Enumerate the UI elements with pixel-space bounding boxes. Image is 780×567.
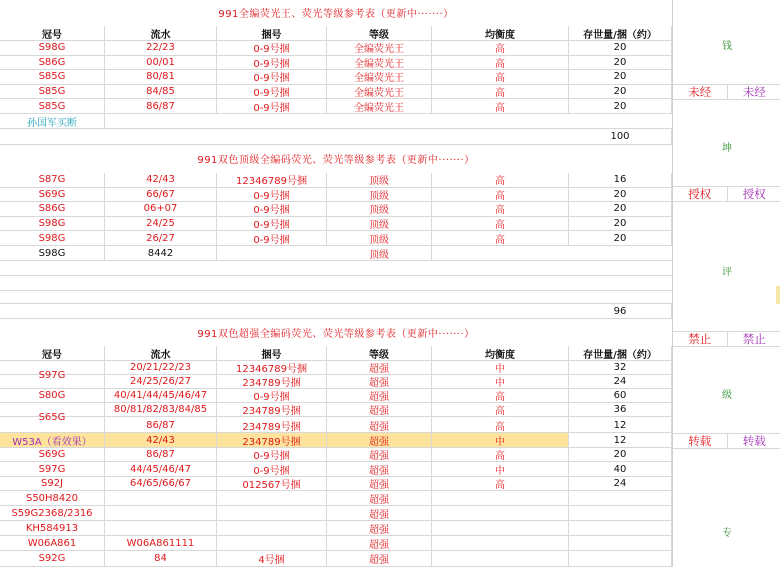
table-row: [0, 477, 672, 491]
table-row: [0, 99, 672, 114]
cell-grade: 超强: [327, 536, 432, 550]
cell-quantity: 20: [569, 70, 672, 84]
table-row: [0, 41, 672, 56]
section2-extra-row: [0, 246, 672, 261]
cell-bundle: 0-9号捆: [217, 188, 327, 202]
cell-balance: 高: [432, 403, 569, 416]
cell-quantity: 60: [569, 389, 672, 402]
header-serial: 冠号: [0, 26, 105, 40]
cell-quantity: 20: [569, 41, 672, 55]
cell-balance: 高: [432, 41, 569, 55]
cell-grade: 超强: [327, 433, 432, 447]
cell-bundle: [217, 521, 327, 535]
cell-quantity: 20: [569, 188, 672, 202]
cell-serial: S59G2368/2316: [0, 506, 105, 520]
table-row: [0, 506, 672, 521]
cell-quantity: 36: [569, 403, 672, 416]
cell-bundle: [217, 536, 327, 550]
cell-balance: 高: [432, 389, 569, 402]
cell-serial: S80G: [0, 389, 105, 402]
cell-grade: 全编荧光王: [327, 70, 432, 84]
cell-bundle: 234789号捆: [217, 403, 327, 416]
cell-balance: 高: [432, 70, 569, 84]
cell-quantity: 20: [569, 217, 672, 231]
cell-flow: 24/25: [105, 217, 217, 231]
cell-balance: 高: [432, 217, 569, 231]
cell-serial: S65G: [0, 410, 105, 424]
header-serial: 冠号: [0, 346, 105, 360]
cell-grade: 顶级: [327, 231, 432, 245]
cell-serial: S87G: [0, 173, 105, 187]
cell-bundle: 234789号捆: [217, 433, 327, 447]
cell-flow: 86/87: [105, 448, 217, 461]
cell-bundle: 0-9号捆: [217, 231, 327, 245]
table-row: [0, 433, 672, 448]
buyout-note: 孙国军买断: [0, 114, 105, 128]
cell-flow: 86/87: [105, 418, 217, 432]
cell-quantity: [569, 491, 672, 505]
cell-grade: 超强: [327, 551, 432, 566]
cell-serial: S98G: [0, 41, 105, 55]
header-quantity: 存世量/捆（约）: [569, 346, 672, 360]
cell-flow: 84: [105, 551, 217, 566]
cell-grade: 超强: [327, 506, 432, 520]
empty-row: [0, 276, 672, 291]
cell-serial: KH584913: [0, 521, 105, 535]
cell-balance: 中: [432, 433, 569, 447]
cell-grade: 超强: [327, 448, 432, 461]
cell-flow: 44/45/46/47: [105, 462, 217, 476]
cell-grade: 超强: [327, 403, 432, 416]
sidebar-pair: [673, 84, 780, 100]
cell-serial: S97G: [0, 368, 105, 382]
cell-grade: 超强: [327, 361, 432, 374]
table-row: [0, 448, 672, 462]
table-row: [0, 231, 672, 246]
sidebar-char: 专: [722, 528, 732, 539]
cell-quantity: [569, 521, 672, 535]
sidebar-pair: [673, 331, 780, 347]
cell-flow: 86/87: [105, 99, 217, 113]
cell-balance: 中: [432, 361, 569, 374]
table-row: [0, 85, 672, 100]
cell-grade: 超强: [327, 491, 432, 505]
cell-quantity: 16: [569, 173, 672, 187]
cell-bundle: 0-9号捆: [217, 56, 327, 70]
cell-grade: 全编荧光王: [327, 99, 432, 113]
sidebar-char: 坤: [722, 143, 732, 154]
cell-balance: [432, 536, 569, 550]
cell-flow: 00/01: [105, 56, 217, 70]
sidebar-pair-left: 转载: [688, 434, 712, 448]
sidebar-pair-right: 转载: [727, 434, 780, 448]
cell-serial: S98G: [0, 217, 105, 231]
table-row: [0, 491, 672, 506]
cell-serial: S85G: [0, 99, 105, 113]
cell-quantity: 20: [569, 99, 672, 113]
cell-serial: S85G: [0, 85, 105, 99]
cell-balance: 高: [432, 85, 569, 99]
cell-flow: [105, 491, 217, 505]
sidebar-pair-left: 未经: [688, 85, 712, 99]
table-row: [0, 536, 672, 551]
cell-balance: 高: [432, 188, 569, 202]
cell-balance: 高: [432, 448, 569, 461]
cell-bundle: 234789号捆: [217, 375, 327, 388]
header-bundle: 捆号: [217, 26, 327, 40]
cell-flow: 8442: [105, 246, 217, 260]
section3-title: 991双色超强全编码荧光、荧光等级参考表（更新中·······）: [197, 328, 475, 340]
header-balance: 均衡度: [432, 26, 569, 40]
cell-grade: 超强: [327, 521, 432, 535]
cell-flow: 84/85: [105, 85, 217, 99]
cell-quantity: 12: [569, 433, 672, 447]
table-row: [0, 418, 672, 433]
cell-bundle: 12346789号捆: [217, 173, 327, 187]
sidebar-char: 级: [722, 390, 732, 401]
cell-grade: 超强: [327, 462, 432, 476]
cell-serial: S85G: [0, 70, 105, 84]
section3-header-row: [0, 346, 672, 361]
cell-quantity: 12: [569, 418, 672, 432]
cell-balance: 高: [432, 99, 569, 113]
cell-serial: S69G: [0, 448, 105, 461]
cell-bundle: 0-9号捆: [217, 99, 327, 113]
section2-title: 991双色顶级全编码荧光、荧光等级参考表（更新中·······）: [197, 154, 475, 166]
cell-quantity: [569, 536, 672, 550]
cell-serial: W53A（看效果）: [0, 433, 105, 447]
cell-balance: 高: [432, 56, 569, 70]
cell-quantity: 20: [569, 231, 672, 245]
cell-flow: 24/25/26/27: [105, 375, 217, 388]
cell-serial: S92G: [0, 551, 105, 566]
cell-serial: S98G: [0, 246, 105, 260]
sidebar-pair-left: 禁止: [688, 332, 712, 346]
cell-serial: S97G: [0, 462, 105, 476]
cell-flow: 66/67: [105, 188, 217, 202]
cell-quantity: [569, 506, 672, 520]
cell-flow: 40/41/44/45/46/47: [105, 389, 217, 402]
cell-flow: 64/65/66/67: [105, 477, 217, 490]
cell-bundle: 0-9号捆: [217, 448, 327, 461]
cell-grade: 顶级: [327, 246, 432, 260]
cell-flow: [105, 521, 217, 535]
cell-grade: 超强: [327, 375, 432, 388]
cell-flow: W06A861111: [105, 536, 217, 550]
section2-total-row: [0, 304, 672, 319]
sidebar-pair-left: 授权: [688, 187, 712, 201]
cell-balance: [432, 521, 569, 535]
cell-bundle: 0-9号捆: [217, 202, 327, 216]
cell-quantity: 24: [569, 375, 672, 388]
cell-serial: S86G: [0, 56, 105, 70]
cell-flow: 22/23: [105, 41, 217, 55]
cell-balance: 高: [432, 202, 569, 216]
sidebar-pair: [673, 433, 780, 449]
cell-bundle: 0-9号捆: [217, 389, 327, 402]
table-row: [0, 375, 672, 389]
cell-serial: W06A861: [0, 536, 105, 550]
cell-bundle: [217, 506, 327, 520]
table-row: [0, 217, 672, 232]
empty-row: [0, 261, 672, 276]
sidebar-char: 评: [722, 267, 732, 278]
cell-serial: S86G: [0, 202, 105, 216]
cell-grade: 超强: [327, 389, 432, 402]
cell-quantity: 24: [569, 477, 672, 490]
cell-grade: 顶级: [327, 173, 432, 187]
table-row: [0, 70, 672, 85]
table-row: [0, 389, 672, 403]
cell-grade: 全编荧光王: [327, 41, 432, 55]
sidebar-pair-right: 禁止: [727, 332, 780, 346]
header-flow: 流水: [105, 26, 217, 40]
cell-flow: 80/81: [105, 70, 217, 84]
cell-flow: 26/27: [105, 231, 217, 245]
cell-serial: S50H8420: [0, 491, 105, 505]
cell-grade: 超强: [327, 418, 432, 432]
cell-quantity: 20: [569, 85, 672, 99]
table-row: [0, 462, 672, 477]
header-bundle: 捆号: [217, 346, 327, 360]
cell-quantity: 20: [569, 202, 672, 216]
cell-quantity: 40: [569, 462, 672, 476]
section2-total: 96: [569, 304, 672, 318]
copyright-sidebar: [672, 0, 780, 567]
cell-grade: 顶级: [327, 217, 432, 231]
cell-quantity: 20: [569, 56, 672, 70]
cell-serial: S92J: [0, 477, 105, 490]
header-quantity: 存世量/捆（约）: [569, 26, 672, 40]
empty-row: [0, 291, 672, 304]
cell-bundle: 0-9号捆: [217, 462, 327, 476]
cell-bundle: 012567号捆: [217, 477, 327, 490]
sidebar-pair: [673, 186, 780, 202]
cell-grade: 全编荧光王: [327, 85, 432, 99]
sidebar-char: 钱: [722, 41, 732, 52]
table-row: [0, 188, 672, 203]
cell-balance: [432, 491, 569, 505]
cell-serial: S98G: [0, 231, 105, 245]
table-row: [0, 173, 672, 188]
cell-flow: 80/81/82/83/84/85: [105, 403, 217, 416]
table-row: [0, 56, 672, 71]
cell-bundle: 0-9号捆: [217, 41, 327, 55]
cell-serial: S69G: [0, 188, 105, 202]
cell-bundle: 0-9号捆: [217, 70, 327, 84]
cell-flow: 20/21/22/23: [105, 361, 217, 374]
cell-grade: 顶级: [327, 202, 432, 216]
cell-edge-highlight: [776, 286, 780, 304]
cell-flow: 06+07: [105, 202, 217, 216]
cell-balance: 高: [432, 477, 569, 490]
cell-bundle: 4号捆: [217, 551, 327, 566]
cell-bundle: 0-9号捆: [217, 85, 327, 99]
header-flow: 流水: [105, 346, 217, 360]
table-row: [0, 202, 672, 217]
cell-bundle: 0-9号捆: [217, 217, 327, 231]
cell-quantity: 32: [569, 361, 672, 374]
sidebar-pair-right: 授权: [727, 187, 780, 201]
cell-flow: 42/43: [105, 173, 217, 187]
cell-serial: [0, 375, 105, 388]
section1-total-row: [0, 129, 672, 145]
cell-serial: [0, 418, 105, 432]
cell-quantity: [569, 551, 672, 566]
header-grade: 等级: [327, 26, 432, 40]
cell-quantity: 20: [569, 448, 672, 461]
header-grade: 等级: [327, 346, 432, 360]
cell-bundle: 12346789号捆: [217, 361, 327, 374]
section1-note-row: [0, 114, 672, 129]
table-row: [0, 521, 672, 536]
section1-title: 991全编荧光王、荧光等级参考表（更新中·······）: [218, 8, 454, 20]
cell-grade: 顶级: [327, 188, 432, 202]
table-row: [0, 551, 672, 567]
cell-balance: [432, 551, 569, 566]
sidebar-pair-right: 未经: [727, 85, 780, 99]
cell-balance: 中: [432, 462, 569, 476]
header-balance: 均衡度: [432, 346, 569, 360]
cell-grade: 全编荧光王: [327, 56, 432, 70]
cell-balance: 高: [432, 173, 569, 187]
cell-bundle: [217, 491, 327, 505]
cell-grade: 超强: [327, 477, 432, 490]
cell-balance: 高: [432, 418, 569, 432]
cell-balance: [432, 506, 569, 520]
cell-bundle: 234789号捆: [217, 418, 327, 432]
cell-balance: 中: [432, 375, 569, 388]
cell-balance: 高: [432, 231, 569, 245]
cell-flow: [105, 506, 217, 520]
section1-header-row: [0, 26, 672, 41]
section1-total: 100: [569, 129, 672, 144]
cell-flow: 42/43: [105, 433, 217, 447]
